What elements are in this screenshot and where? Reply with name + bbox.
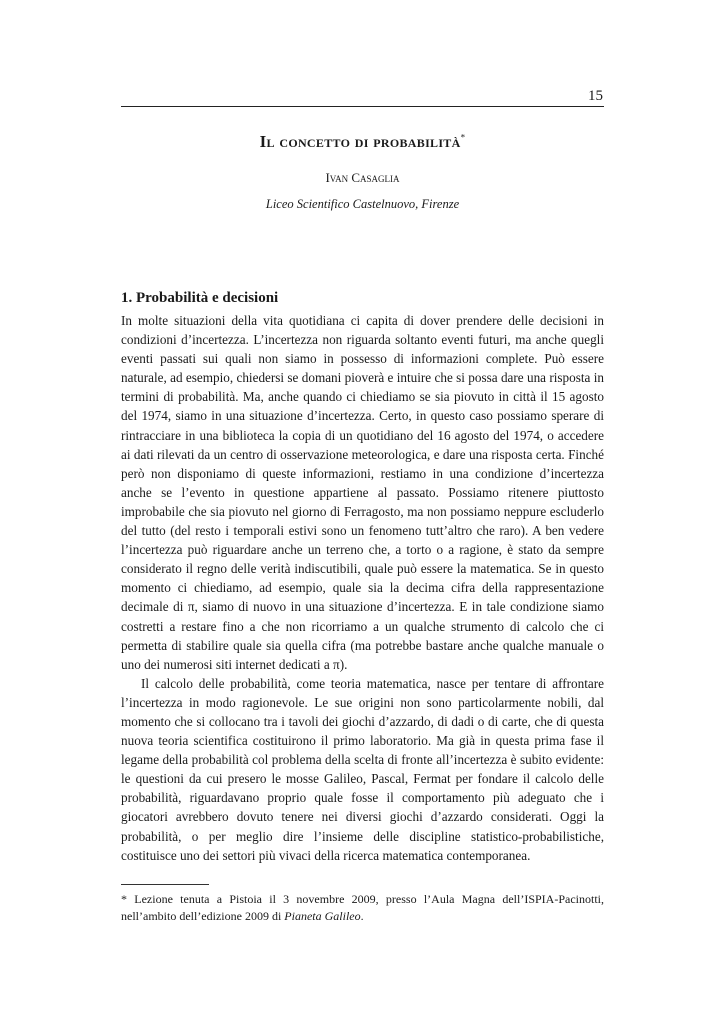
header-rule: [121, 106, 604, 107]
article-title-text: Il concetto di probabilità: [259, 132, 461, 151]
footnote-marker: *: [121, 892, 127, 906]
footnote-end: .: [360, 909, 364, 923]
article-title: [121, 132, 604, 152]
footnote-text: Lezione tenuta a Pistoia il 3 novembre 2009, presso l’Aula Magna dell’ISPIA-Pacinotti, nell’ambito dell’edizione 2009 di: [121, 892, 604, 923]
paragraph-2: Il calcolo delle probabilità, come teoria matematica, nasce per tentare di affrontare l’incertezza in modo ragionevole. Le sue origini non sono particolarmente nobili, dal momento che si collocano tra i tavoli dei giochi d’azzardo, di dadi o di carte, che di questa nuova teoria scientifica costituirono il primo laboratorio. Ma già in questa prima fase il legame della probabilità col problema della scelta di fronte all’incertezza è subito evidente: le questioni da cui presero le mosse Galileo, Pascal, Fermat per fondare il calcolo delle probabilità, riguardavano proprio quale fosse il comportamento più adeguato che i giocatori avrebbero dovuto tenere nei diversi giochi d’azzardo considerati. Oggi la probabilità, o per meglio dire l’insieme delle discipline statistico-probabilistiche, costituisce uno dei settori più vivaci della ricerca matematica contemporanea.: [121, 675, 604, 863]
article-affiliation: Liceo Scientifico Castelnuovo, Firenze: [265, 197, 460, 211]
article-author: Ivan Casaglia: [325, 170, 400, 185]
footnote-event-name: Pianeta Galileo: [284, 909, 361, 923]
section-heading: 1. Probabilità e decisioni: [121, 290, 279, 306]
page-number: 15: [588, 88, 603, 104]
footnote-rule: [121, 884, 209, 885]
body-text: [121, 311, 604, 865]
title-footnote-marker: *: [460, 132, 466, 143]
paragraph-1: In molte situazioni della vita quotidiana ci capita di dover prendere delle decisioni in condizioni d’incertezza. L’incertezza non riguarda soltanto eventi futuri, ma anche quegli eventi passati sui quali non siamo in possesso di informazioni complete. Può essere naturale, ad esempio, chiedersi se domani pioverà e intuire che si possa dare una risposta in termini di probabilità. Ma, anche quando ci chiediamo se sia piovuto in città il 15 agosto del 1974, siamo in una situazione d’incertezza. Certo, in questo caso possiamo sperare di rintracciare in una biblioteca la copia di un quotidiano del 16 agosto del 1974, o accedere ai dati rilevati da un centro di osservazione meteorologica, e dare una risposta certa. Finché però non disponiamo di queste informazioni, restiamo in una condizione d’incertezza anche se l’evento in questione appartiene al passato. Possiamo ritenere piuttosto improbabile che sia piovuto nel giorno di Ferragosto, ma non possiamo neppure escluderlo del tutto (del resto i temporali estivi sono un fenomeno tutt’altro che raro). A ben vedere l’incertezza può riguardare anche un terreno che, a torto o a ragione, è stato da sempre considerato il regno delle verità indiscutibili, quale può essere la matematica. Se in questo momento ci chiediamo, ad esempio, quale sia la decima cifra della rappresentazione decimale di π, siamo di nuovo in una situazione d’incertezza. E in tale condizione siamo costretti a restare fino a che non ricorriamo a un qualche strumento di calcolo che ci permetta di stabilire quale sia quella cifra (ma potrebbe bastare anche qualche manuale o uno dei numerosi siti internet dedicati a π).: [121, 313, 604, 672]
footnote: [121, 891, 604, 925]
